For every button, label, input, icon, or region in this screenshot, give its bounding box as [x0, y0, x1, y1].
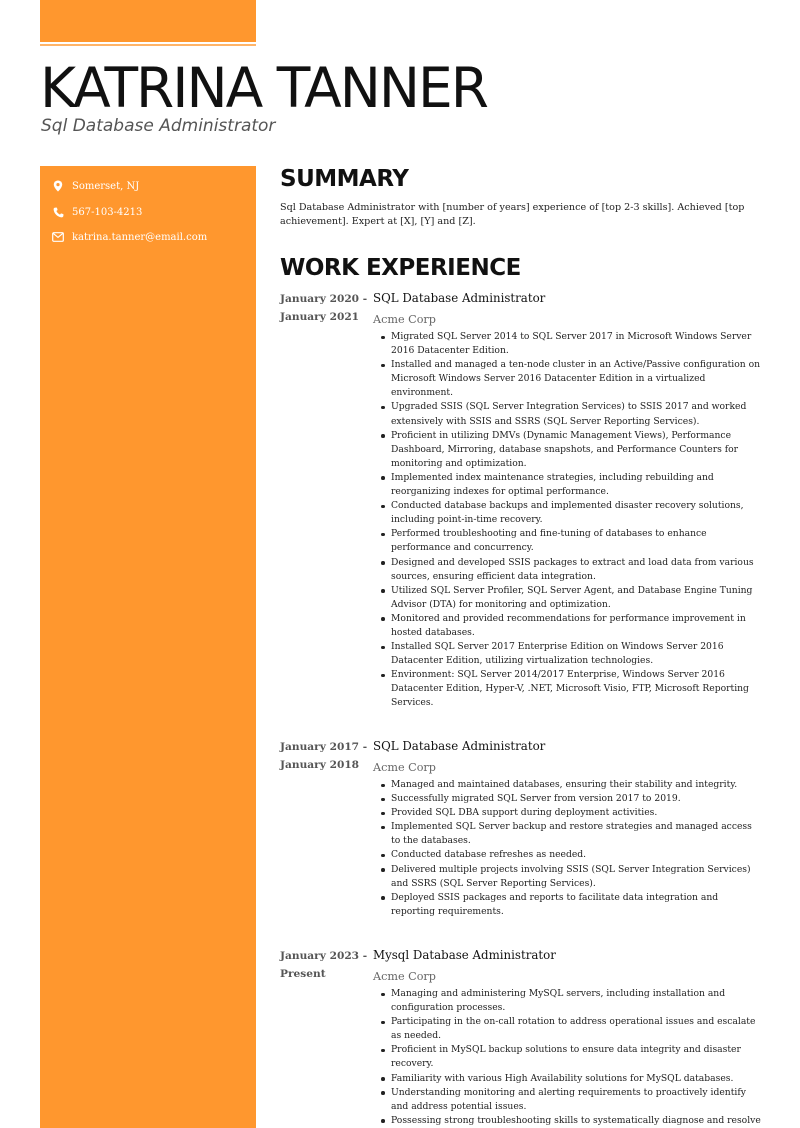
job-bullet: Proficient in utilizing DMVs (Dynamic Management Views), Performance Dashboard, Mirroring, database snapshots, and Performance Counters for monitoring and optimization. [391, 429, 761, 471]
job-bullet: Understanding monitoring and alerting requirements to proactively identify and address potential issues. [391, 1086, 761, 1114]
job-bullet: Monitored and provided recommendations for performance improvement in hosted databases. [391, 612, 761, 640]
job-company: Acme Corp [373, 313, 436, 326]
job-bullet: Provided SQL DBA support during deployment activities. [391, 806, 761, 820]
summary-heading: SUMMARY [280, 166, 409, 192]
job-bullet: Proficient in MySQL backup solutions to ensure data integrity and disaster recovery. [391, 1043, 761, 1071]
job-bullet: Designed and developed SSIS packages to extract and load data from various sources, ensuring efficient data integration. [391, 556, 761, 584]
job-bullet: Installed and managed a ten-node cluster in an Active/Passive configuration on Microsoft Windows Server 2016 Datacenter Edition in a virtualized environment. [391, 358, 761, 400]
job-bullet: Possessing strong troubleshooting skills to systematically diagnose and resolve [391, 1114, 761, 1128]
job-bullet: Environment: SQL Server 2014/2017 Enterprise, Windows Server 2016 Datacenter Edition, Hyper-V, .NET, Microsoft Visio, FTP, Microsoft Reporting Services. [391, 668, 761, 710]
job-bullet: Installed SQL Server 2017 Enterprise Edition on Windows Server 2016 Datacenter Edition, utilizing virtualization technologies. [391, 640, 761, 668]
job-role: SQL Database Administrator [373, 291, 546, 305]
header-accent-bar [40, 0, 256, 42]
job-company: Acme Corp [373, 970, 436, 983]
envelope-icon [52, 231, 64, 243]
job-bullet: Upgraded SSIS (SQL Server Integration Services) to SSIS 2017 and worked extensively with SSIS and SSRS (SQL Server Reporting Services). [391, 400, 761, 428]
job-bullet: Implemented SQL Server backup and restore strategies and managed access to the databases. [391, 820, 761, 848]
job-dates: January 2017 - January 2018 [280, 741, 368, 771]
job-bullet-list [391, 330, 761, 711]
job-bullet: Conducted database refreshes as needed. [391, 848, 761, 862]
summary-text: Sql Database Administrator with [number of years] experience of [top 2-3 skills]. Achieved [top achievement]. Expert at [X], [Y] and [Z]. [280, 202, 745, 227]
job-bullet: Performed troubleshooting and fine-tuning of databases to enhance performance and concurrency. [391, 527, 761, 555]
work-experience-heading: WORK EXPERIENCE [280, 255, 521, 281]
contact-email[interactable] [52, 231, 207, 243]
job-bullet: Managing and administering MySQL servers, including installation and configuration processes. [391, 987, 761, 1015]
job-bullet: Delivered multiple projects involving SSIS (SQL Server Integration Services) and SSRS (SQL Server Reporting Services). [391, 863, 761, 891]
job-dates: January 2020 - January 2021 [280, 293, 368, 323]
job-bullet-list [391, 778, 761, 919]
job-bullet: Successfully migrated SQL Server from version 2017 to 2019. [391, 792, 761, 806]
job-role: Mysql Database Administrator [373, 948, 556, 962]
job-dates: January 2023 - Present [280, 950, 368, 980]
job-bullet: Implemented index maintenance strategies, including rebuilding and reorganizing indexes for optimal performance. [391, 471, 761, 499]
contact-location-text: Somerset, NJ [72, 180, 140, 192]
job-bullet: Conducted database backups and implemented disaster recovery solutions, including point-in-time recovery. [391, 499, 761, 527]
job-company: Acme Corp [373, 761, 436, 774]
job-bullet: Utilized SQL Server Profiler, SQL Server Agent, and Database Engine Tuning Advisor (DTA) for monitoring and optimization. [391, 584, 761, 612]
job-role: SQL Database Administrator [373, 739, 546, 753]
job-bullet: Deployed SSIS packages and reports to facilitate data integration and reporting requirements. [391, 891, 761, 919]
contact-phone [52, 206, 142, 218]
location-pin-icon [52, 180, 64, 192]
job-bullet-list [391, 987, 761, 1128]
contact-sidebar [40, 166, 256, 1128]
header-accent-line [40, 44, 256, 46]
job-bullet: Familiarity with various High Availability solutions for MySQL databases. [391, 1072, 761, 1086]
job-bullet: Managed and maintained databases, ensuring their stability and integrity. [391, 778, 761, 792]
contact-email-text[interactable]: katrina.tanner@email.com [72, 231, 208, 243]
candidate-title: Sql Database Administrator [41, 116, 276, 136]
job-bullet: Participating in the on-call rotation to address operational issues and escalate as needed. [391, 1015, 761, 1043]
contact-phone-text: 567-103-4213 [72, 206, 143, 218]
candidate-name: KATRINA TANNER [40, 56, 487, 120]
contact-location [52, 180, 139, 192]
job-bullet: Migrated SQL Server 2014 to SQL Server 2017 in Microsoft Windows Server 2016 Datacenter Edition. [391, 330, 761, 358]
phone-icon [52, 206, 64, 218]
